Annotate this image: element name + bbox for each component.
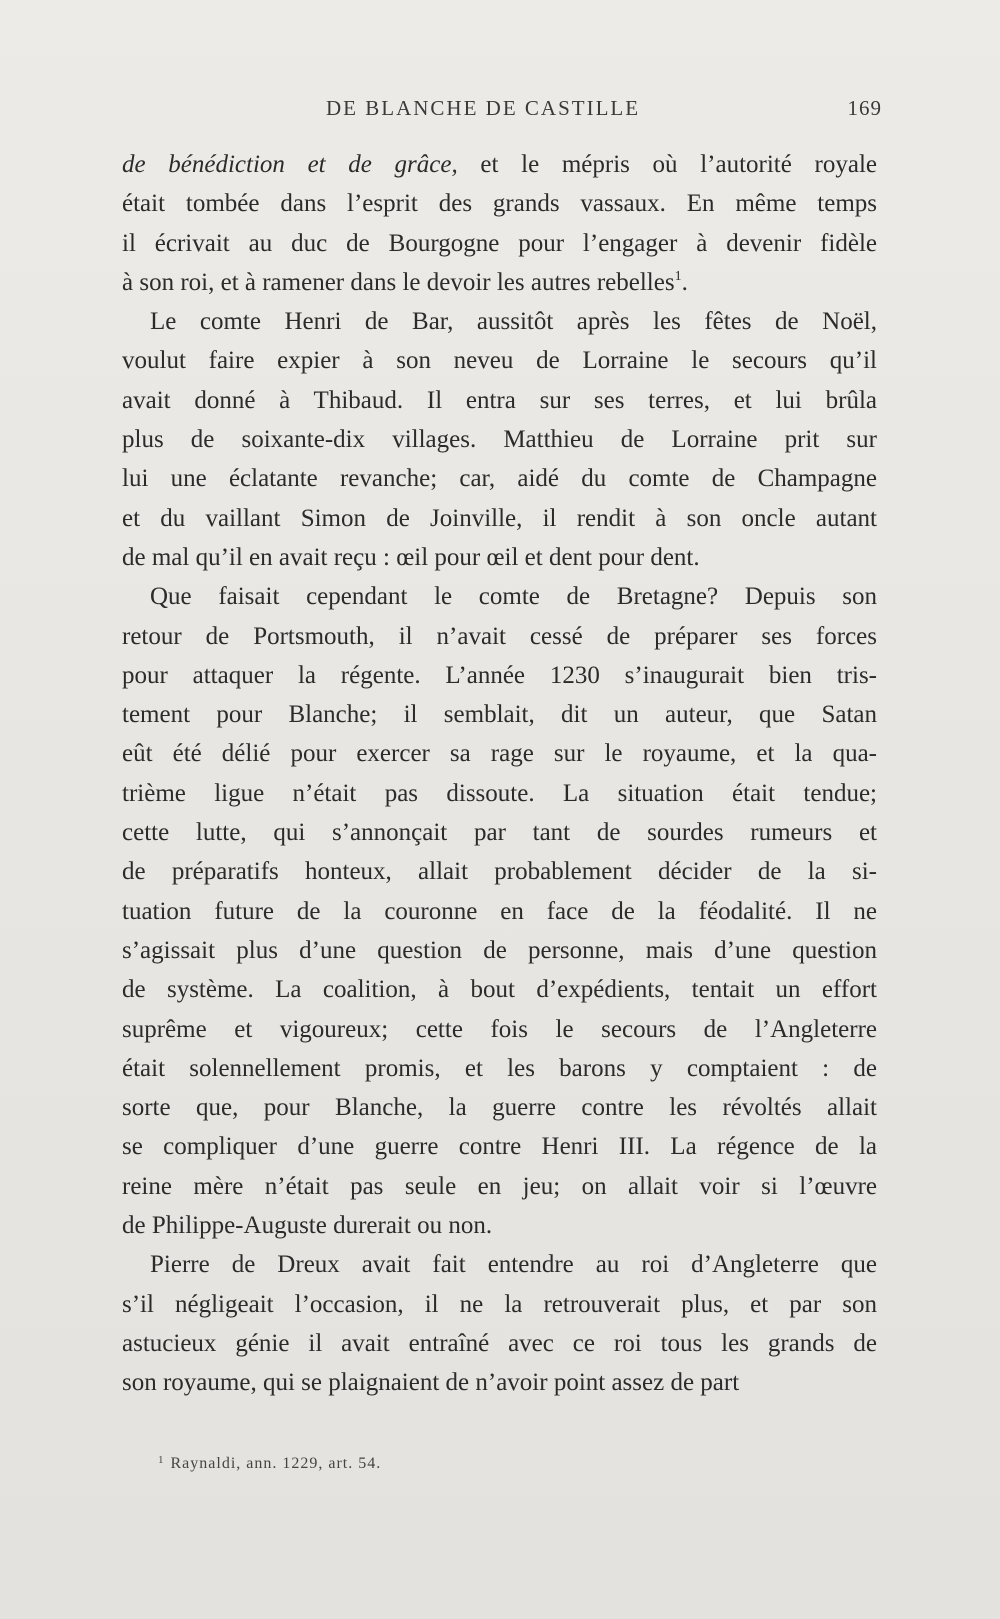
line-text: était tombée dans l’esprit des grands vassaux. En même temps: [122, 190, 877, 218]
line-text: de Philippe-Auguste durerait ou non.: [122, 1212, 493, 1240]
text-line: [122, 538, 877, 577]
footnote-reference: 1: [674, 268, 682, 284]
running-title: DE BLANCHE DE CASTILLE: [326, 96, 641, 120]
line-text: Le comte Henri de Bar, aussitôt après les fêtes de Noël,: [150, 308, 877, 336]
paragraph: [122, 302, 877, 577]
line-text: s’agissait plus d’une question de personne, mais d’une question: [122, 936, 877, 964]
line-text: lui une éclatante revanche; car, aidé du comte de Champagne: [122, 465, 877, 493]
text-line: [122, 852, 877, 891]
line-text: tement pour Blanche; il semblait, dit un auteur, que Satan: [122, 701, 877, 729]
text-line: [122, 695, 877, 734]
paragraph: [122, 577, 877, 1245]
footnote: [158, 1454, 381, 1473]
line-text: il écrivait au duc de Bourgogne pour l’engager à devenir fidèle: [122, 229, 877, 257]
text-line: [122, 617, 877, 656]
line-text: de préparatifs honteux, allait probablement décider de la si-: [122, 858, 877, 886]
text-line: [122, 459, 877, 498]
line-text: astucieux génie il avait entraîné avec ce roi tous les grands de: [122, 1329, 877, 1357]
text-line: [122, 577, 877, 616]
text-line: [122, 734, 877, 773]
line-text: à son roi, et à ramener dans le devoir les autres rebelles: [122, 268, 675, 296]
line-text: et du vaillant Simon de Joinville, il rendit à son oncle autant: [122, 504, 877, 532]
text-line: [122, 1285, 877, 1324]
line-text: de mal qu’il en avait reçu : œil pour œil et dent pour dent.: [122, 543, 700, 571]
paragraph: [122, 145, 877, 302]
line-text: retour de Portsmouth, il n’avait cessé de préparer ses forces: [122, 622, 877, 650]
line-text: suprême et vigoureux; cette fois le secours de l’Angleterre: [122, 1015, 877, 1043]
text-line: [122, 1049, 877, 1088]
text-line: [122, 892, 877, 931]
line-text: Que faisait cependant le comte de Bretagne? Depuis son: [150, 583, 877, 611]
text-line: [122, 1088, 877, 1127]
text-line: [122, 813, 877, 852]
line-text: se compliquer d’une guerre contre Henri III. La régence de la: [122, 1133, 877, 1161]
text-line: [122, 1245, 877, 1284]
line-text: et le mépris où l’autorité royale: [457, 151, 877, 178]
page-number: 169: [847, 96, 882, 120]
text-line: [122, 931, 877, 970]
text-line: [122, 970, 877, 1009]
line-text: Pierre de Dreux avait fait entendre au roi d’Angleterre que: [150, 1251, 877, 1279]
text-line: [122, 184, 877, 223]
line-text: s’il négligeait l’occasion, il ne la retrouverait plus, et par son: [122, 1290, 877, 1318]
line-text: avait donné à Thibaud. Il entra sur ses terres, et lui brûla: [122, 386, 877, 414]
line-text: trième ligue n’était pas dissoute. La situation était tendue;: [122, 779, 877, 807]
text-line: [122, 381, 877, 420]
line-text: voulut faire expier à son neveu de Lorraine le secours qu’il: [122, 347, 877, 375]
line-text: pour attaquer la régente. L’année 1230 s’inaugurait bien tris-: [122, 661, 877, 689]
line-text: sorte que, pour Blanche, la guerre contre les révoltés allait: [122, 1094, 877, 1122]
text-line: [122, 1127, 877, 1166]
line-text: était solennellement promis, et les barons y comptaient : de: [122, 1054, 877, 1082]
line-text: cette lutte, qui s’annonçait par tant de sourdes rumeurs et: [122, 819, 877, 847]
text-line: [122, 499, 877, 538]
line-tail: .: [681, 268, 688, 296]
text-line: [122, 1167, 877, 1206]
text-line: [122, 1206, 877, 1245]
line-text: reine mère n’était pas seule en jeu; on allait voir si l’œuvre: [122, 1172, 877, 1200]
line-text: eût été délié pour exercer sa rage sur le royaume, et la qua-: [122, 740, 877, 768]
body-text: [122, 145, 877, 1403]
line-text: son royaume, qui se plaignaient de n’avoir point assez de part: [122, 1369, 740, 1397]
text-line: [122, 420, 877, 459]
page-header: [122, 96, 882, 126]
footnote-marker: 1: [158, 1454, 165, 1466]
italic-phrase: de bénédiction et de grâce,: [122, 151, 458, 178]
text-line: [122, 224, 877, 263]
text-line: [122, 1010, 877, 1049]
text-line: [122, 341, 877, 380]
line-text: tuation future de la couronne en face de la féodalité. Il ne: [122, 897, 877, 925]
text-line: [122, 302, 877, 341]
line-text: de système. La coalition, à bout d’expédients, tentait un effort: [122, 976, 877, 1004]
text-line: [122, 263, 877, 302]
footnote-text: Raynaldi, ann. 1229, art. 54.: [170, 1455, 382, 1472]
text-line: [122, 656, 877, 695]
text-line: [122, 1363, 877, 1402]
text-line: [122, 145, 877, 184]
text-line: [122, 774, 877, 813]
line-text: plus de soixante-dix villages. Matthieu de Lorraine prit sur: [122, 426, 877, 454]
text-line: [122, 1324, 877, 1363]
paragraph: [122, 1245, 877, 1402]
